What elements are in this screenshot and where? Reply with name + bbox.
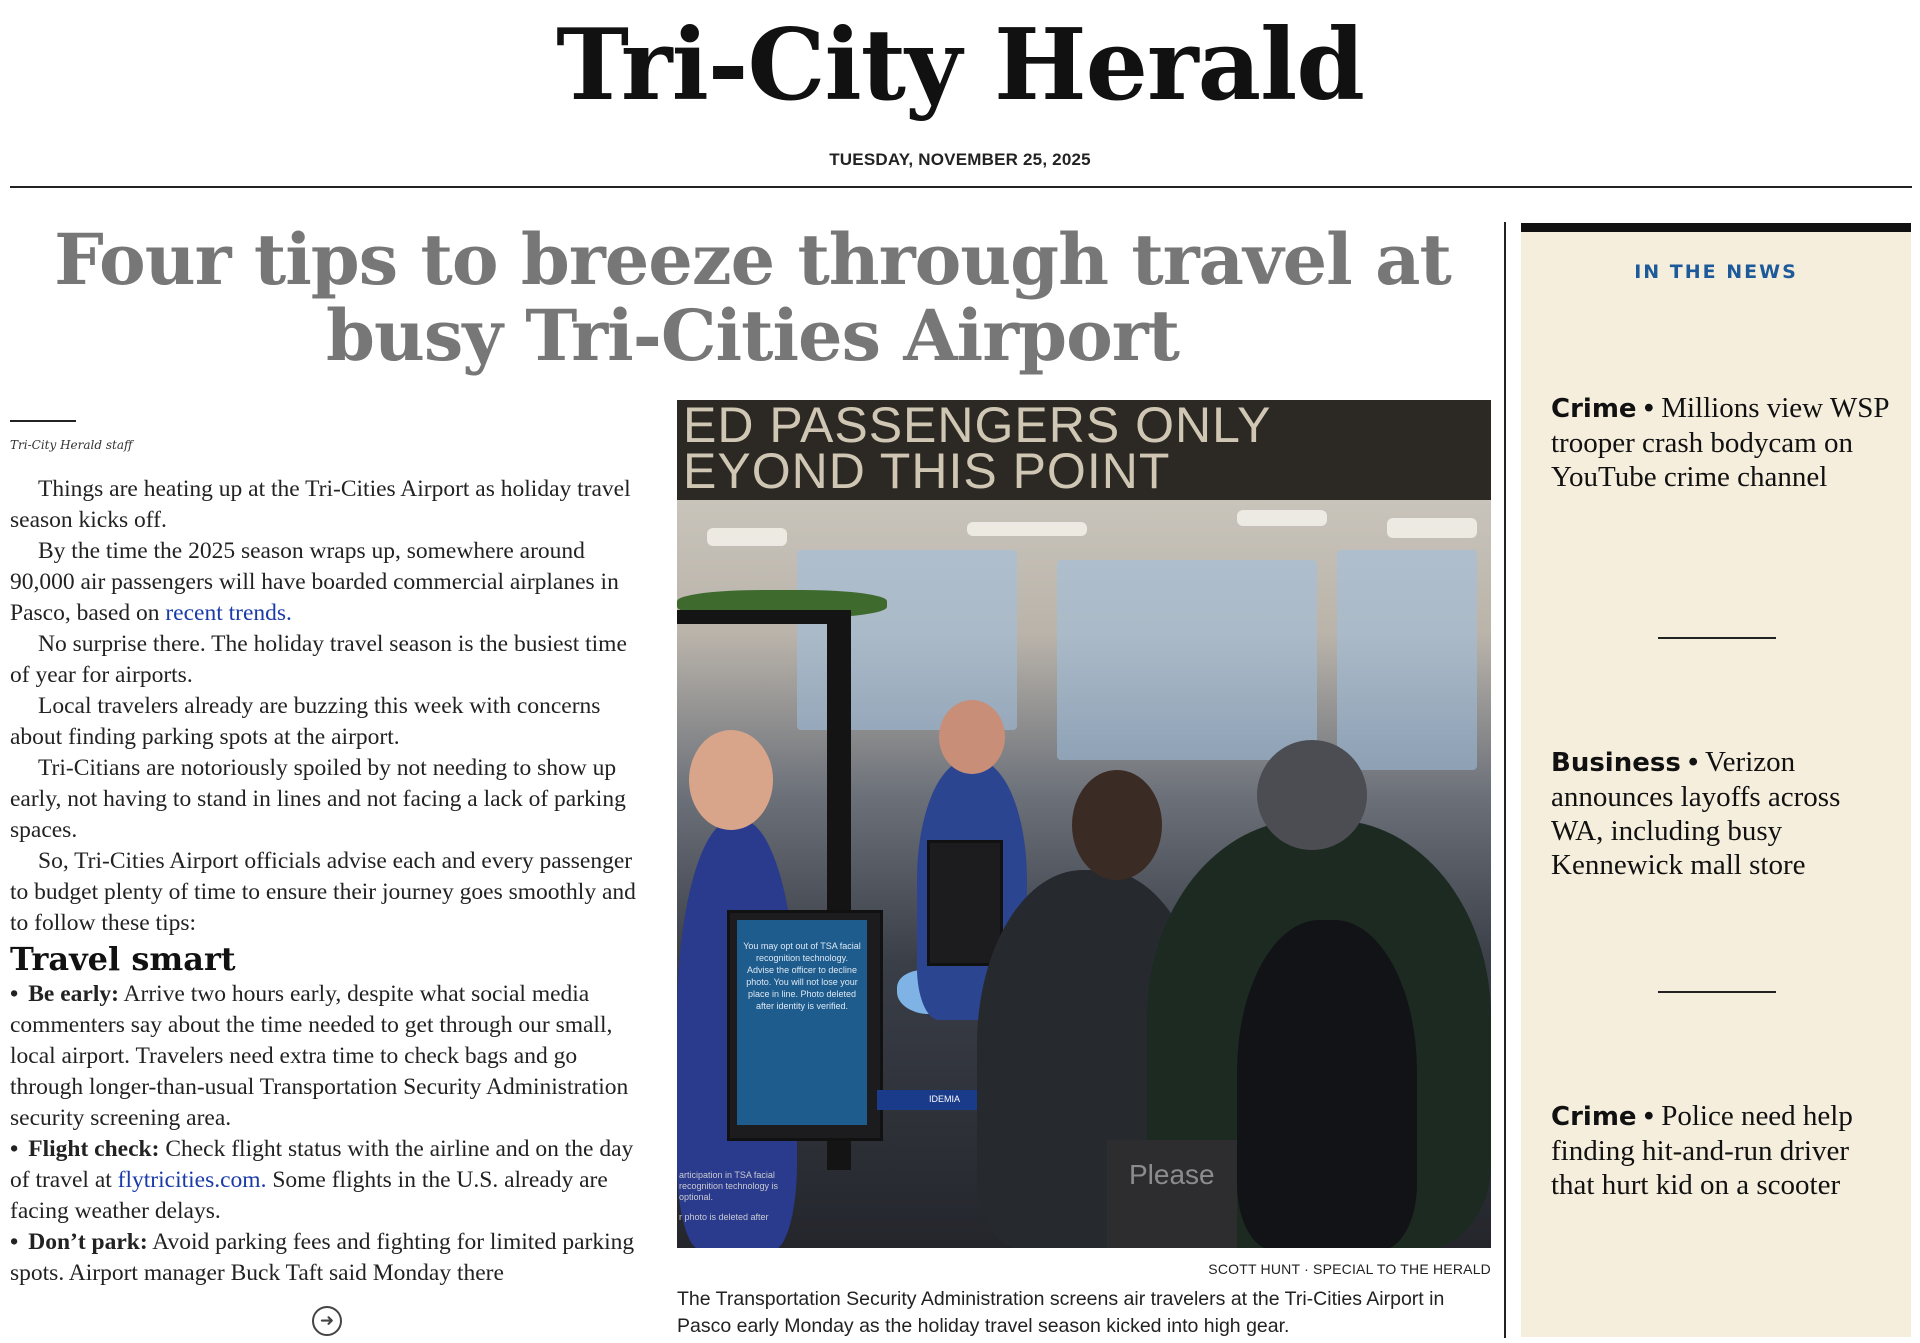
- photo-ceiling-light: [707, 528, 787, 546]
- photo-ceiling-light: [1237, 510, 1327, 526]
- in-the-news-sidebar: [1521, 223, 1911, 1337]
- photo-please-sign: [1107, 1140, 1237, 1248]
- article-photo[interactable]: [677, 400, 1491, 1248]
- tip-text: Check flight status with the airline and on the day of travel at: [10, 1136, 634, 1193]
- bullet-icon: •: [10, 1136, 19, 1162]
- tip-item: [10, 1134, 650, 1227]
- photo-lower-sign: r photo is deleted after: [679, 1212, 769, 1222]
- bullet-icon: •: [10, 1229, 19, 1255]
- photo-window: [1057, 560, 1317, 760]
- news-link-crime-hit-and-run[interactable]: [1551, 1099, 1891, 1202]
- photo-caption: The Transportation Security Administration screens air travelers at the Tri-Cities Airport in Pasco early Monday as the holiday travel season kicked into high gear.: [677, 1288, 1445, 1337]
- photo-window: [1337, 550, 1477, 770]
- newspaper-logo[interactable]: Tri-City Herald: [556, 8, 1364, 123]
- article-body: [10, 474, 650, 1289]
- masthead: [0, 0, 1920, 188]
- photo-ceiling-light: [1387, 518, 1477, 538]
- tip-label: Be early:: [28, 981, 119, 1007]
- flytricities-link[interactable]: flytricities.com.: [117, 1167, 267, 1193]
- tip-text: Some flights in the U.S. already are facing weather delays.: [10, 1167, 608, 1224]
- sidebar-heading: IN THE NEWS: [1634, 261, 1798, 283]
- news-link-business-verizon[interactable]: [1551, 745, 1891, 882]
- photo-traveler-head: [1072, 770, 1162, 880]
- article-headline: Four tips to breeze through travel at busy Tri-Cities Airport: [54, 218, 1451, 377]
- news-link-crime-wsp[interactable]: [1551, 391, 1891, 494]
- news-category: Business: [1551, 748, 1681, 778]
- bullet-icon: •: [10, 981, 19, 1007]
- photo-ceiling-light: [967, 522, 1087, 536]
- tip-label: Don’t park:: [28, 1229, 148, 1255]
- photo-backpack: [1237, 920, 1417, 1248]
- paragraph: Local travelers already are buzzing this week with concerns about finding parking spots at the airport.: [10, 693, 601, 750]
- news-separator: •: [1688, 746, 1699, 778]
- paragraph: Tri-Citians are notoriously spoiled by not needing to show up early, not having to stand in lines and not facing a lack of parking spaces.: [10, 755, 626, 843]
- arrow-right-circle-icon[interactable]: ➜: [312, 1306, 342, 1336]
- news-divider: [1658, 991, 1776, 993]
- photo-sign-text: EYOND THIS POINT: [683, 443, 1171, 499]
- sidebar-top-bar: [1521, 223, 1911, 232]
- masthead-divider: [10, 186, 1912, 188]
- tip-text: Avoid parking fees and fighting for limited parking spots. Airport manager Buck Taft said Monday there: [10, 1229, 635, 1286]
- issue-date: TUESDAY, NOVEMBER 25, 2025: [829, 150, 1091, 169]
- news-headline: Police need help finding hit-and-run driver that hurt kid on a scooter: [1551, 1100, 1853, 1201]
- tip-item: [10, 1227, 650, 1289]
- tip-label: Flight check:: [28, 1136, 160, 1162]
- news-separator: •: [1643, 392, 1654, 424]
- paragraph: [10, 536, 650, 629]
- photo-please-text: Please: [1129, 1159, 1215, 1190]
- paragraph-text: By the time the 2025 season wraps up, somewhere around 90,000 air passengers will have boarded commercial airplanes in Pasco, based on: [10, 538, 619, 626]
- byline-rule: [10, 420, 76, 422]
- paragraph: Things are heating up at the Tri-Cities Airport as holiday travel season kicks off.: [10, 476, 631, 533]
- photo-monitor: [927, 840, 1003, 966]
- news-separator: •: [1643, 1100, 1654, 1132]
- tip-text: Arrive two hours early, despite what social media commenters say about the time needed to get through our small, local airport. Travelers need extra time to check bags and go through longer-than-usual Transportation Security Administration security screening area.: [10, 981, 629, 1131]
- photo-counter-text: IDEMIA: [929, 1094, 961, 1104]
- photo-lower-sign: articipation in TSA facial recognition technology is optional.: [679, 1170, 779, 1202]
- tip-item: [10, 979, 650, 1134]
- news-category: Crime: [1551, 394, 1637, 424]
- photo-officer-head: [689, 730, 773, 830]
- news-divider: [1658, 637, 1776, 639]
- photo-credit: SCOTT HUNT · SPECIAL TO THE HERALD: [1208, 1261, 1491, 1277]
- photo-officer-head: [939, 700, 1005, 774]
- byline: Tri-City Herald staff: [10, 438, 133, 452]
- photo-sign: [677, 400, 1491, 500]
- photo-kiosk-frame: [677, 610, 851, 624]
- news-headline: Verizon announces layoffs across WA, including busy Kennewick mall store: [1551, 746, 1841, 881]
- column-divider: [1504, 222, 1506, 1338]
- recent-trends-link[interactable]: recent trends.: [165, 600, 292, 626]
- paragraph: So, Tri-Cities Airport officials advise each and every passenger to budget plenty of time to ensure their journey goes smoothly and to follow these tips:: [10, 848, 636, 936]
- photo-screen-text: You may opt out of TSA facial recognition technology. Advise the officer to decline photo. You will not lose your place in line. Photo deleted after identity is verified.: [743, 941, 861, 1011]
- paragraph: No surprise there. The holiday travel season is the busiest time of year for airports.: [10, 631, 627, 688]
- news-category: Crime: [1551, 1102, 1637, 1132]
- news-headline: Millions view WSP trooper crash bodycam on YouTube crime channel: [1551, 392, 1889, 493]
- subheading: Travel smart: [10, 940, 236, 978]
- photo-traveler-head: [1257, 740, 1367, 850]
- photo-sign-text: ED PASSENGERS ONLY: [683, 400, 1272, 453]
